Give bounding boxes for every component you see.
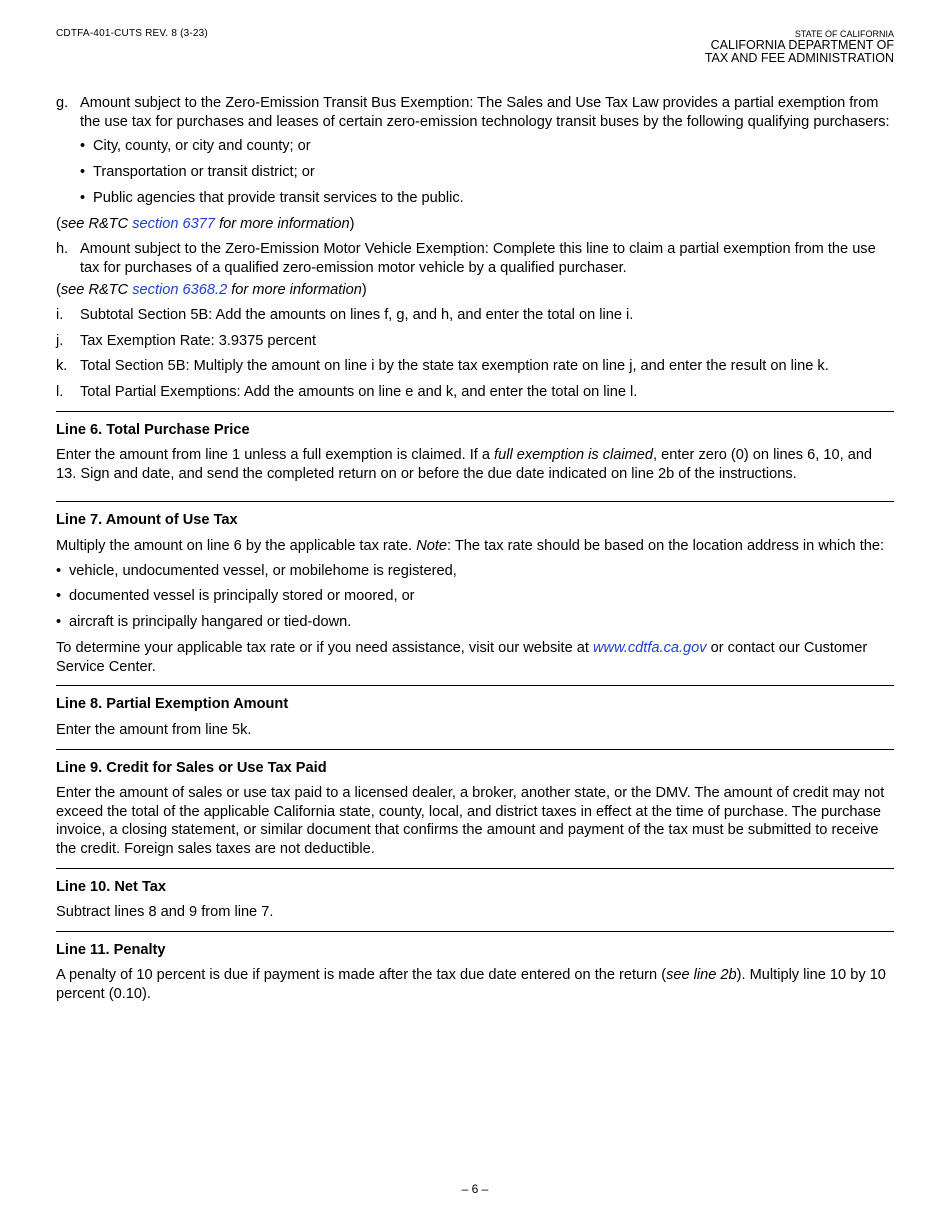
list-item: • Public agencies that provide transit services to the public.: [80, 189, 894, 208]
line6-text: [56, 446, 894, 483]
item-label: k.: [56, 358, 68, 375]
line7-closing-pre: To determine your applicable tax rate or if you need assistance, visit our website at: [56, 640, 594, 657]
line11-title: Line 11. Penalty: [56, 941, 166, 958]
list-item: • aircraft is principally hangared or tied-down.: [56, 613, 894, 632]
paren-open: (: [56, 281, 61, 298]
section-divider: [56, 868, 894, 869]
item-label: g.: [56, 95, 69, 111]
section-divider: [56, 411, 894, 412]
paren-close: ): [349, 215, 355, 232]
item-text: Amount subject to the Zero-Emission Motor Vehicle Exemption: Complete this line to claim a partial exemption from the use tax for purchases of a qualified zero-emission motor vehicle by a qualified purchaser.: [80, 241, 876, 277]
line9-title: Line 9. Credit for Sales or Use Tax Paid: [56, 759, 327, 776]
item-l: [56, 383, 894, 402]
line11-text-italic: see line 2b: [666, 967, 737, 984]
list-item: • Transportation or transit district; or: [80, 163, 894, 182]
line6-text-italic: full exemption is claimed: [494, 447, 654, 464]
line7-text: [56, 537, 894, 556]
line11-text-post: ). Multiply line 10 by 10 percent (0.10).: [56, 967, 886, 1002]
line8-title: Line 8. Partial Exemption Amount: [56, 696, 289, 713]
paren-open: (: [56, 215, 61, 232]
section-6377-link[interactable]: section 6377: [132, 215, 216, 232]
item-label: i.: [56, 307, 64, 324]
line7-title: Line 7. Amount of Use Tax: [56, 512, 238, 529]
registration-location-list: [56, 562, 894, 632]
list-item: • City, county, or city and county; or: [80, 137, 894, 156]
line7-closing: [56, 639, 894, 676]
see-prefix: see R&TC: [60, 281, 133, 298]
line7-closing-post: or contact our Customer Service Center.: [56, 640, 868, 675]
see-reference-6368-2: [56, 281, 894, 300]
line6-text-pre: Enter the amount from line 1 unless a full exemption is claimed. If a: [56, 447, 495, 464]
list-item: • vehicle, undocumented vessel, or mobilehome is registered,: [56, 562, 894, 581]
line8-text: Enter the amount from line 5k.: [56, 722, 252, 739]
section-divider: [56, 685, 894, 686]
line10-text: Subtract lines 8 and 9 from line 7.: [56, 904, 274, 921]
line7-text-italic: Note: [416, 537, 448, 554]
section-divider: [56, 749, 894, 750]
line11-text-pre: A penalty of 10 percent is due if payment is made after the tax due date entered on the return (: [56, 967, 667, 984]
line10-title: Line 10. Net Tax: [56, 878, 167, 895]
document-body: [56, 94, 894, 1011]
item-text: Total Partial Exemptions: Add the amounts on line e and k, and enter the total on line l.: [80, 384, 638, 401]
item-g: [56, 94, 894, 215]
item-text: Tax Exemption Rate: 3.9375 percent: [80, 332, 317, 349]
dept-line-1: CALIFORNIA DEPARTMENT OF: [710, 38, 894, 52]
item-i: [56, 306, 894, 325]
page-number: – 6 –: [461, 1182, 489, 1196]
see-suffix: for more information: [215, 215, 350, 232]
item-j: [56, 332, 894, 351]
see-reference-6377: [56, 215, 894, 234]
line7-text-post: : The tax rate should be based on the location address in which the:: [447, 537, 885, 554]
item-k: [56, 357, 894, 376]
form-id: CDTFA-401-CUTS REV. 8 (3-23): [56, 28, 208, 39]
paren-close: ): [361, 281, 367, 298]
item-text: Amount subject to the Zero-Emission Transit Bus Exemption: The Sales and Use Tax Law provides a partial exemption from the use tax for purchases and leases of certain zero-emission technology transit buses by the following qualifying purchasers:: [80, 95, 890, 130]
section-divider: [56, 931, 894, 932]
line6-title: Line 6. Total Purchase Price: [56, 421, 250, 438]
list-item: • documented vessel is principally stored or moored, or: [56, 587, 894, 606]
see-prefix: see R&TC: [60, 215, 133, 232]
item-h: [56, 240, 894, 277]
line11-text: [56, 966, 894, 1003]
cdtfa-website-link[interactable]: www.cdtfa.ca.gov: [593, 640, 707, 657]
section-divider: [56, 501, 894, 502]
qualifying-purchasers-list: [80, 137, 894, 207]
item-label: j.: [56, 332, 64, 349]
item-text: Subtotal Section 5B: Add the amounts on lines f, g, and h, and enter the total on line i.: [80, 307, 634, 324]
agency-header: [705, 29, 894, 65]
item-label: h.: [56, 241, 69, 258]
line6-text-post: , enter zero (0) on lines 6, 10, and 13. Sign and date, and send the completed return on or before the due date indicated on line 2b of the instructions.: [56, 447, 873, 482]
line9-text: Enter the amount of sales or use tax paid to a licensed dealer, a broker, another state, or the DMV. The amount of credit may not exceed the total of the applicable California state, county, local, and district taxes in effect at the time of purchase. The purchase invoice, a closing statement, or similar document that confirms the amount and payment of the tax must be submitted to receive the credit. Foreign sales taxes are not deductible.: [56, 785, 885, 857]
dept-line-2: TAX AND FEE ADMINISTRATION: [704, 51, 894, 65]
see-suffix: for more information: [227, 281, 362, 298]
state-label: STATE OF CALIFORNIA: [794, 29, 894, 39]
item-label: l.: [56, 384, 64, 401]
item-text: Total Section 5B: Multiply the amount on line i by the state tax exemption rate on line j, and enter the result on line k.: [80, 358, 829, 375]
section-6368-2-link[interactable]: section 6368.2: [132, 281, 228, 298]
line7-text-pre: Multiply the amount on line 6 by the applicable tax rate.: [56, 537, 417, 554]
